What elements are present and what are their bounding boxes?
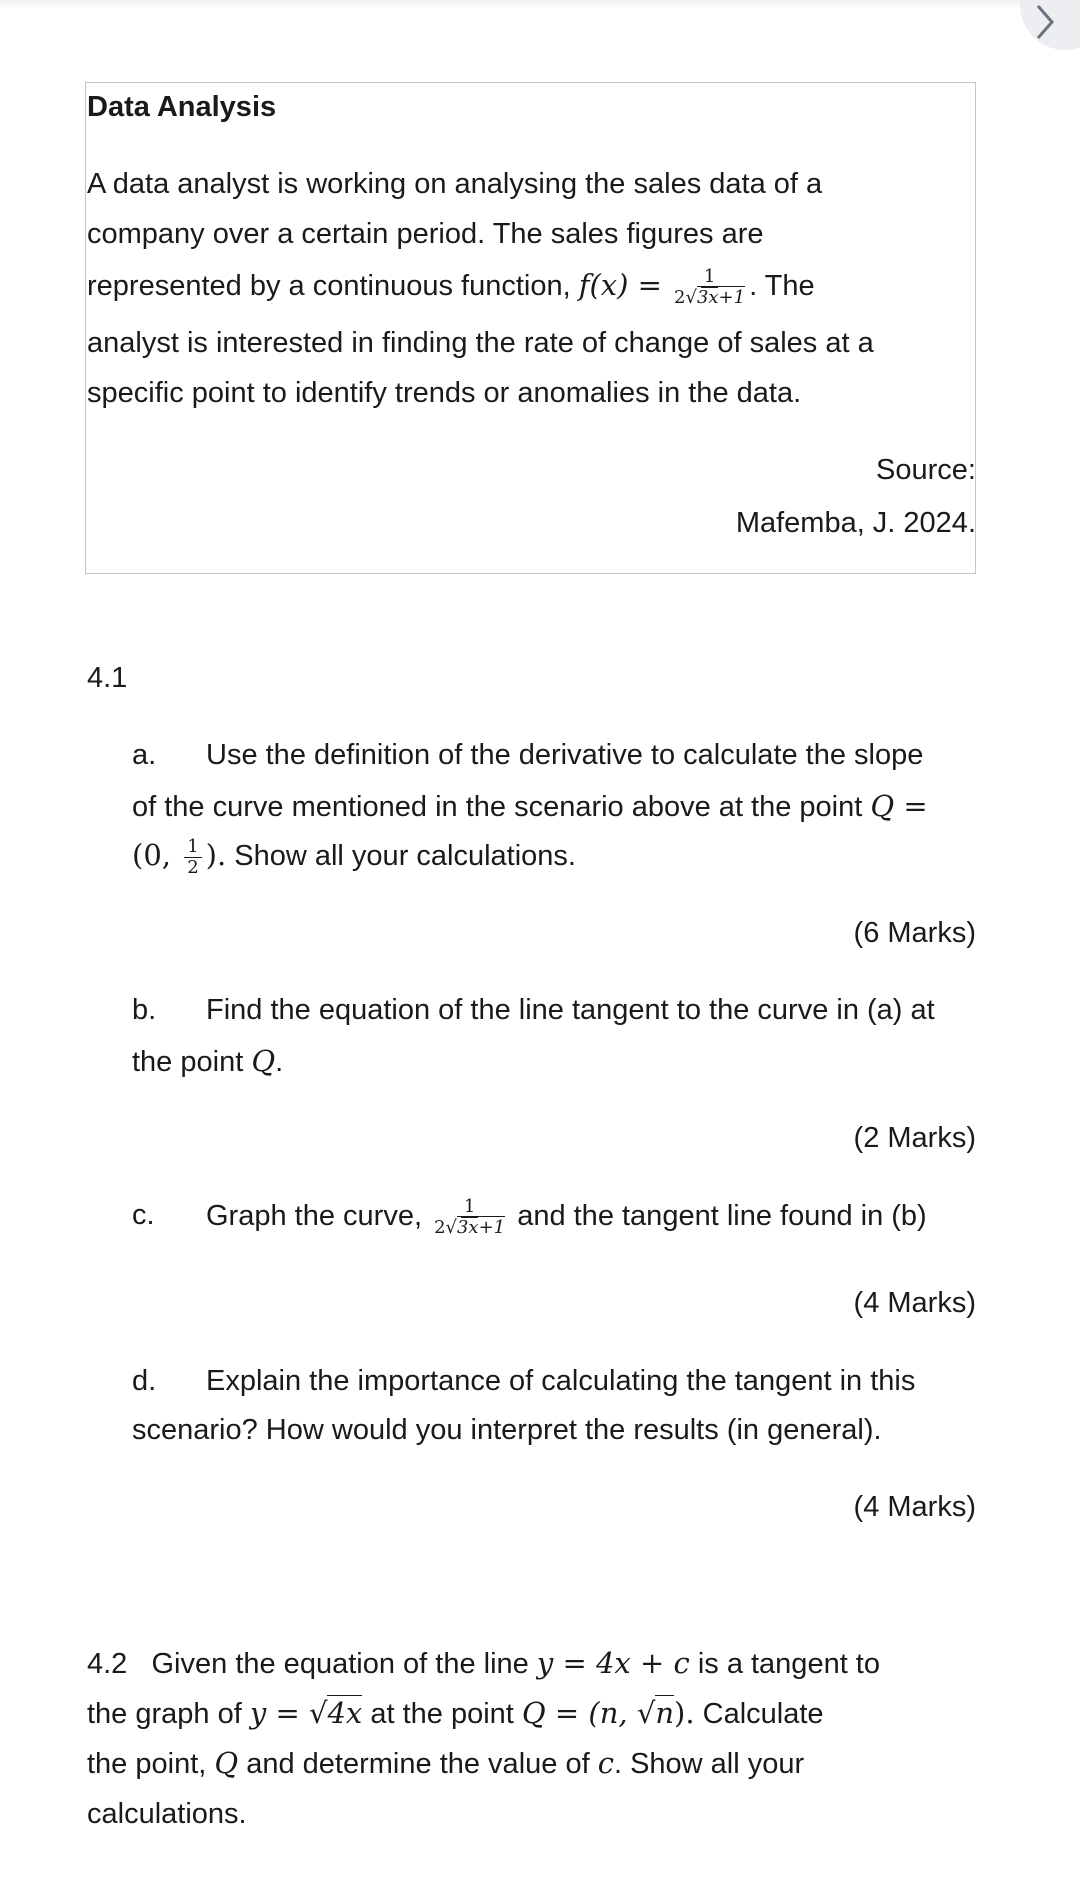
question-number: 4.1 [87, 662, 128, 694]
part-c-text-after: and the tangent line found in (b) [517, 1200, 927, 1233]
point-open: (0, [132, 838, 181, 873]
q42-text: is a tangent to [697, 1648, 880, 1680]
point-close: ). [205, 838, 227, 873]
part-label: a. [132, 739, 157, 771]
c-math: c [597, 1746, 614, 1780]
point-q-math: Q = (n, √ [521, 1696, 656, 1730]
q42-text: the point, [87, 1748, 207, 1780]
scenario-line: specific point to identify trends or anomalies in the data. [87, 377, 802, 409]
top-bar [0, 0, 1080, 8]
q42-line-3 [87, 1745, 804, 1782]
fraction-denominator [434, 1218, 505, 1238]
part-a-text-3 [132, 837, 576, 878]
line-equation: y = 4x + c [536, 1646, 690, 1680]
marks: (4 Marks) [853, 1491, 976, 1523]
fraction-denominator [674, 288, 745, 308]
part-label: b. [132, 994, 157, 1026]
radicand: n [655, 1696, 675, 1730]
part-d-text: scenario? How would you interpret the results (in general). [132, 1414, 882, 1446]
den-coef: 2√ [434, 1217, 457, 1238]
part-c-text-before: Graph the curve, [206, 1200, 422, 1233]
fraction-denominator: 2 [187, 857, 199, 878]
q42-text: and determine the value of [246, 1748, 590, 1780]
next-page-button[interactable] [1020, 0, 1080, 50]
part-a-text: of the curve mentioned in the scenario above at the point [132, 791, 863, 823]
point-close: ). [674, 1696, 695, 1730]
q42-text: Calculate [702, 1698, 824, 1730]
q42-text: Given the equation of the line [151, 1648, 529, 1680]
part-a-text: Use the definition of the derivative to calculate the slope [206, 739, 924, 771]
part-b-text: the point [132, 1046, 244, 1078]
marks: (6 Marks) [853, 917, 976, 949]
den-radicand: 3x+1 [696, 287, 746, 308]
q42-line-2 [87, 1695, 824, 1732]
scenario-line: company over a certain period. The sales figures are [87, 218, 764, 250]
q42-text: the graph of [87, 1698, 242, 1730]
scenario-title: Data Analysis [87, 91, 277, 123]
q42-text: . Show all your [613, 1748, 805, 1780]
q42-line-1 [87, 1645, 880, 1682]
source-ref: Mafemba, J. 2024. [735, 507, 976, 539]
question-number: 4.2 [87, 1648, 128, 1680]
part-label: c. [132, 1199, 155, 1231]
den-radicand: 3x+1 [456, 1217, 506, 1238]
marks: (2 Marks) [853, 1122, 976, 1154]
curve-fraction [434, 1197, 505, 1238]
point-q-math: Q [214, 1746, 239, 1780]
function-fraction [674, 267, 745, 308]
part-a-text: Show all your calculations. [226, 840, 576, 873]
source-label: Source: [876, 454, 976, 486]
radicand: 4x [327, 1696, 363, 1730]
marks: (4 Marks) [853, 1287, 976, 1319]
fraction-numerator: 1 [701, 267, 718, 288]
fraction-numerator: 1 [461, 1197, 478, 1218]
part-a-text-2 [132, 788, 928, 825]
part-c-text [206, 1197, 927, 1238]
scenario-line: represented by a continuous function, [87, 270, 571, 303]
scenario-line: A data analyst is working on analysing the sales data of a [87, 168, 823, 200]
point-q-math: Q = [870, 789, 928, 823]
part-label: d. [132, 1365, 157, 1397]
q42-text: at the point [370, 1698, 514, 1730]
part-b-text-2 [132, 1043, 283, 1080]
period: . [275, 1046, 284, 1078]
fraction-numerator: 1 [184, 837, 201, 858]
part-b-text: Find the equation of the line tangent to the curve in (a) at [206, 994, 935, 1026]
curve-equation: y = √ [249, 1696, 328, 1730]
half-fraction [184, 837, 201, 878]
function-lhs: f(x) = [578, 268, 662, 303]
after-function: . The [749, 270, 815, 303]
part-d-text: Explain the importance of calculating the tangent in this [206, 1365, 916, 1397]
point-q-math: Q [251, 1044, 276, 1078]
scenario-line: analyst is interested in finding the rate of change of sales at a [87, 327, 874, 359]
chevron-right-icon [1034, 2, 1058, 42]
q42-line-4: calculations. [87, 1798, 247, 1830]
scenario-line-function [87, 267, 815, 308]
den-coef: 2√ [674, 287, 697, 308]
